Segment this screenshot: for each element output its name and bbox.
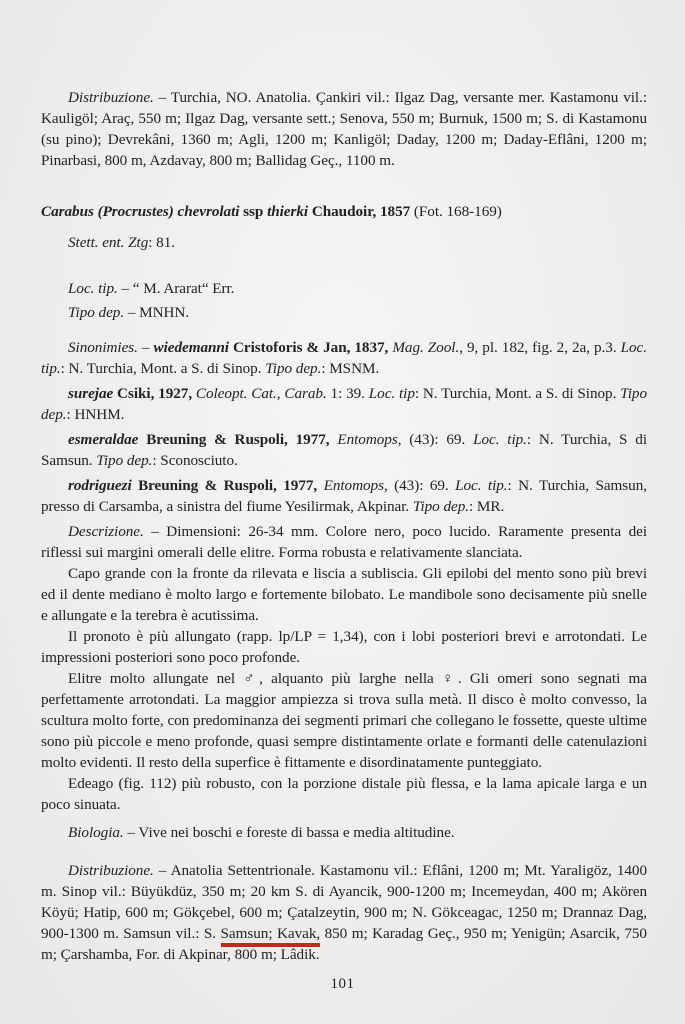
text-segment: Breuning & Ruspoli, 1977, [138, 431, 330, 448]
text-segment: : MSNM. [321, 360, 380, 377]
text-segment: , (43): 69. [383, 477, 456, 494]
text-segment: – Dimensioni: 26-34 mm. Colore nero, poco lucido. Raramente presenta dei riflessi sui margini omerali delle elitre. Forma robusta e relativamente slanciata. [41, 523, 647, 561]
text-segment: Tipo dep. [68, 304, 125, 321]
text-segment: surejae [68, 385, 114, 402]
text-segment: ssp [239, 203, 268, 220]
text-segment: rodriguezi [68, 477, 132, 494]
synonymy-surejae [41, 383, 647, 425]
red-underline-annotation: Samsun; Kavak, [221, 925, 321, 947]
text-segment: – “ M. Ararat“ Err. [117, 280, 235, 297]
description-head-paragraph [41, 563, 647, 626]
text-segment: Capo grande con la fronte da rilevata e liscia a subliscia. Gli epilobi del mento sono più brevi ed il dente mediano è molto largo e fortemente bilobato. Le mandibole sono decisamente più snelle e allungate e la terebra è acutissima. [41, 565, 647, 624]
text-segment: Distribuzione. [68, 89, 154, 106]
description-pronotum-paragraph [41, 626, 647, 668]
text-segment: Loc. tip. [68, 280, 118, 297]
text-segment: – Anatolia Settentrionale. Kastamonu vil.: Eflâni, 1200 m; Mt. Yaraligöz, 1400 m. Sinop vil.: Büyükdüz, 350 m; 20 km S. di Ayancik, 900-1200 m; Incemeydan, 400 m; Akören Köyü; Hatip, 600 m; Gökçebel, 600 m; Çatalzeytin, 900 m; N. Gökceagac, 1250 m; Drannaz Dag, 900-1300 m. Samsun vil.: S. [41, 862, 647, 942]
text-segment: : Sconosciuto. [152, 452, 238, 469]
text-segment: esmeraldae [68, 431, 139, 448]
text-segment: Mag. Zool. [392, 339, 460, 356]
text-segment: Coleopt. Cat., Carab. [195, 385, 327, 402]
text-segment: – [137, 339, 154, 356]
text-segment: Tipo dep. [41, 385, 647, 423]
text-segment: – Turchia, NO. Anatolia. Çankiri vil.: Ilgaz Dag, versante mer. Kastamonu vil.: Kauligöl; Araç, 550 m; Ilgaz Dag, versante sett.; Senova, 550 m; Burnuk, 1500 m; S. di Kastamonu (su pino); Devrekâni, 1360 m; Agli, 1200 m; Kanligöl; Daday, 1200 m; Daday-Eflâni, 1200 m; Pinarbasi, 800 m, Azdavay, 800 m; Ballidag Geç., 1100 m. [41, 89, 647, 169]
text-segment: : MR. [469, 498, 505, 515]
text-segment: Tipo dep. [96, 452, 153, 469]
text-segment: Biologia. [68, 824, 124, 841]
text-segment: : 81. [148, 234, 176, 251]
description-elytra-paragraph [41, 668, 647, 773]
synonymy-rodriguezi [41, 475, 647, 517]
reference-citation [41, 232, 647, 253]
text-segment: Cristoforis & Jan, 1837, [228, 339, 389, 356]
text-segment: Csiki, 1927, [113, 385, 193, 402]
text-segment: : N. Turchia, S di Samsun. [41, 431, 647, 469]
text-segment: Loc. tip. [455, 477, 508, 494]
text-segment: – MNHN. [124, 304, 190, 321]
text-segment: Il pronoto è più allungato (rapp. lp/LP = 1,34), con i lobi posteriori brevi e arrotondati. Le impressioni posteriori sono poco profonde. [41, 628, 647, 666]
text-segment: Tipo dep. [265, 360, 322, 377]
text-segment: Stett. ent. Ztg [68, 234, 149, 251]
text-segment: Breuning & Ruspoli, 1977, [131, 477, 318, 494]
text-segment: Sinonimies. [68, 339, 138, 356]
text-segment: Loc. tip [368, 385, 415, 402]
text-segment: Loc. tip. [41, 339, 647, 377]
type-depository-line [41, 302, 647, 323]
text-segment: – Vive nei boschi e foreste di bassa e media altitudine. [123, 824, 455, 841]
page-number: 101 [330, 976, 355, 992]
text-segment: thierki [267, 203, 309, 220]
text-segment: Entomops [337, 431, 398, 448]
biology-paragraph [41, 822, 647, 843]
text-segment: Tipo dep. [412, 498, 469, 515]
page-content [41, 87, 647, 965]
text-segment: : N. Turchia, Samsun, presso di Carsamba, a sinistra del fiume Yesilirmak, Akpinar. [41, 477, 647, 515]
distribution-paragraph-2 [41, 860, 647, 965]
text-segment: Elitre molto allungate nel ♂, alquanto più larghe nella ♀. Gli omeri sono segnati ma perfettamente arrotondati. La maggior ampiezza si trova sulla metà. Il disco è molto convesso, la scultura molto forte, con predominanza dei segmenti primari che collegano le fossette, queste ultime sono più piccole e meno profonde, quasi sempre distintamente orlate e formanti delle catenulazioni molto evidenti. Il resto della superfice è fittamente e disordinatamente punteggiato. [41, 670, 647, 771]
distribution-paragraph-1 [41, 87, 647, 171]
text-segment: 1: 39. [326, 385, 369, 402]
description-paragraph [41, 521, 647, 563]
species-heading [41, 201, 647, 222]
type-locality-line [41, 278, 647, 299]
text-segment: (Fot. 168-169) [410, 203, 502, 220]
description-aedeagus-paragraph [41, 773, 647, 815]
text-segment: Loc. tip. [473, 431, 527, 448]
text-segment: Distribuzione. [68, 862, 154, 879]
text-segment: : N. Turchia, Mont. a S. di Sinop. [414, 385, 621, 402]
text-segment: 850 m; Karadag Geç., 950 m; Yenigün; Asarcik, 750 m; Çarshamba, For. di Akpinar, 800 m; Lâdik. [41, 925, 647, 963]
synonymy-wiedemanni [41, 337, 647, 379]
text-segment: : HNHM. [66, 406, 125, 423]
text-segment: : N. Turchia, Mont. a S. di Sinop. [60, 360, 266, 377]
text-segment: Chaudoir, 1857 [308, 203, 411, 220]
text-segment: Entomops [323, 477, 384, 494]
synonymy-esmeraldae [41, 429, 647, 471]
text-segment: , 9, pl. 182, fig. 2, 2a, p.3. [459, 339, 621, 356]
text-segment: Carabus (Procrustes) chevrolati [41, 203, 240, 220]
text-segment: wiedemanni [153, 339, 229, 356]
text-segment: Edeago (fig. 112) più robusto, con la porzione distale più flessa, e la lama apicale larga e un poco sinuata. [41, 775, 647, 813]
text-segment: , (43): 69. [397, 431, 474, 448]
text-segment: Descrizione. [68, 523, 144, 540]
